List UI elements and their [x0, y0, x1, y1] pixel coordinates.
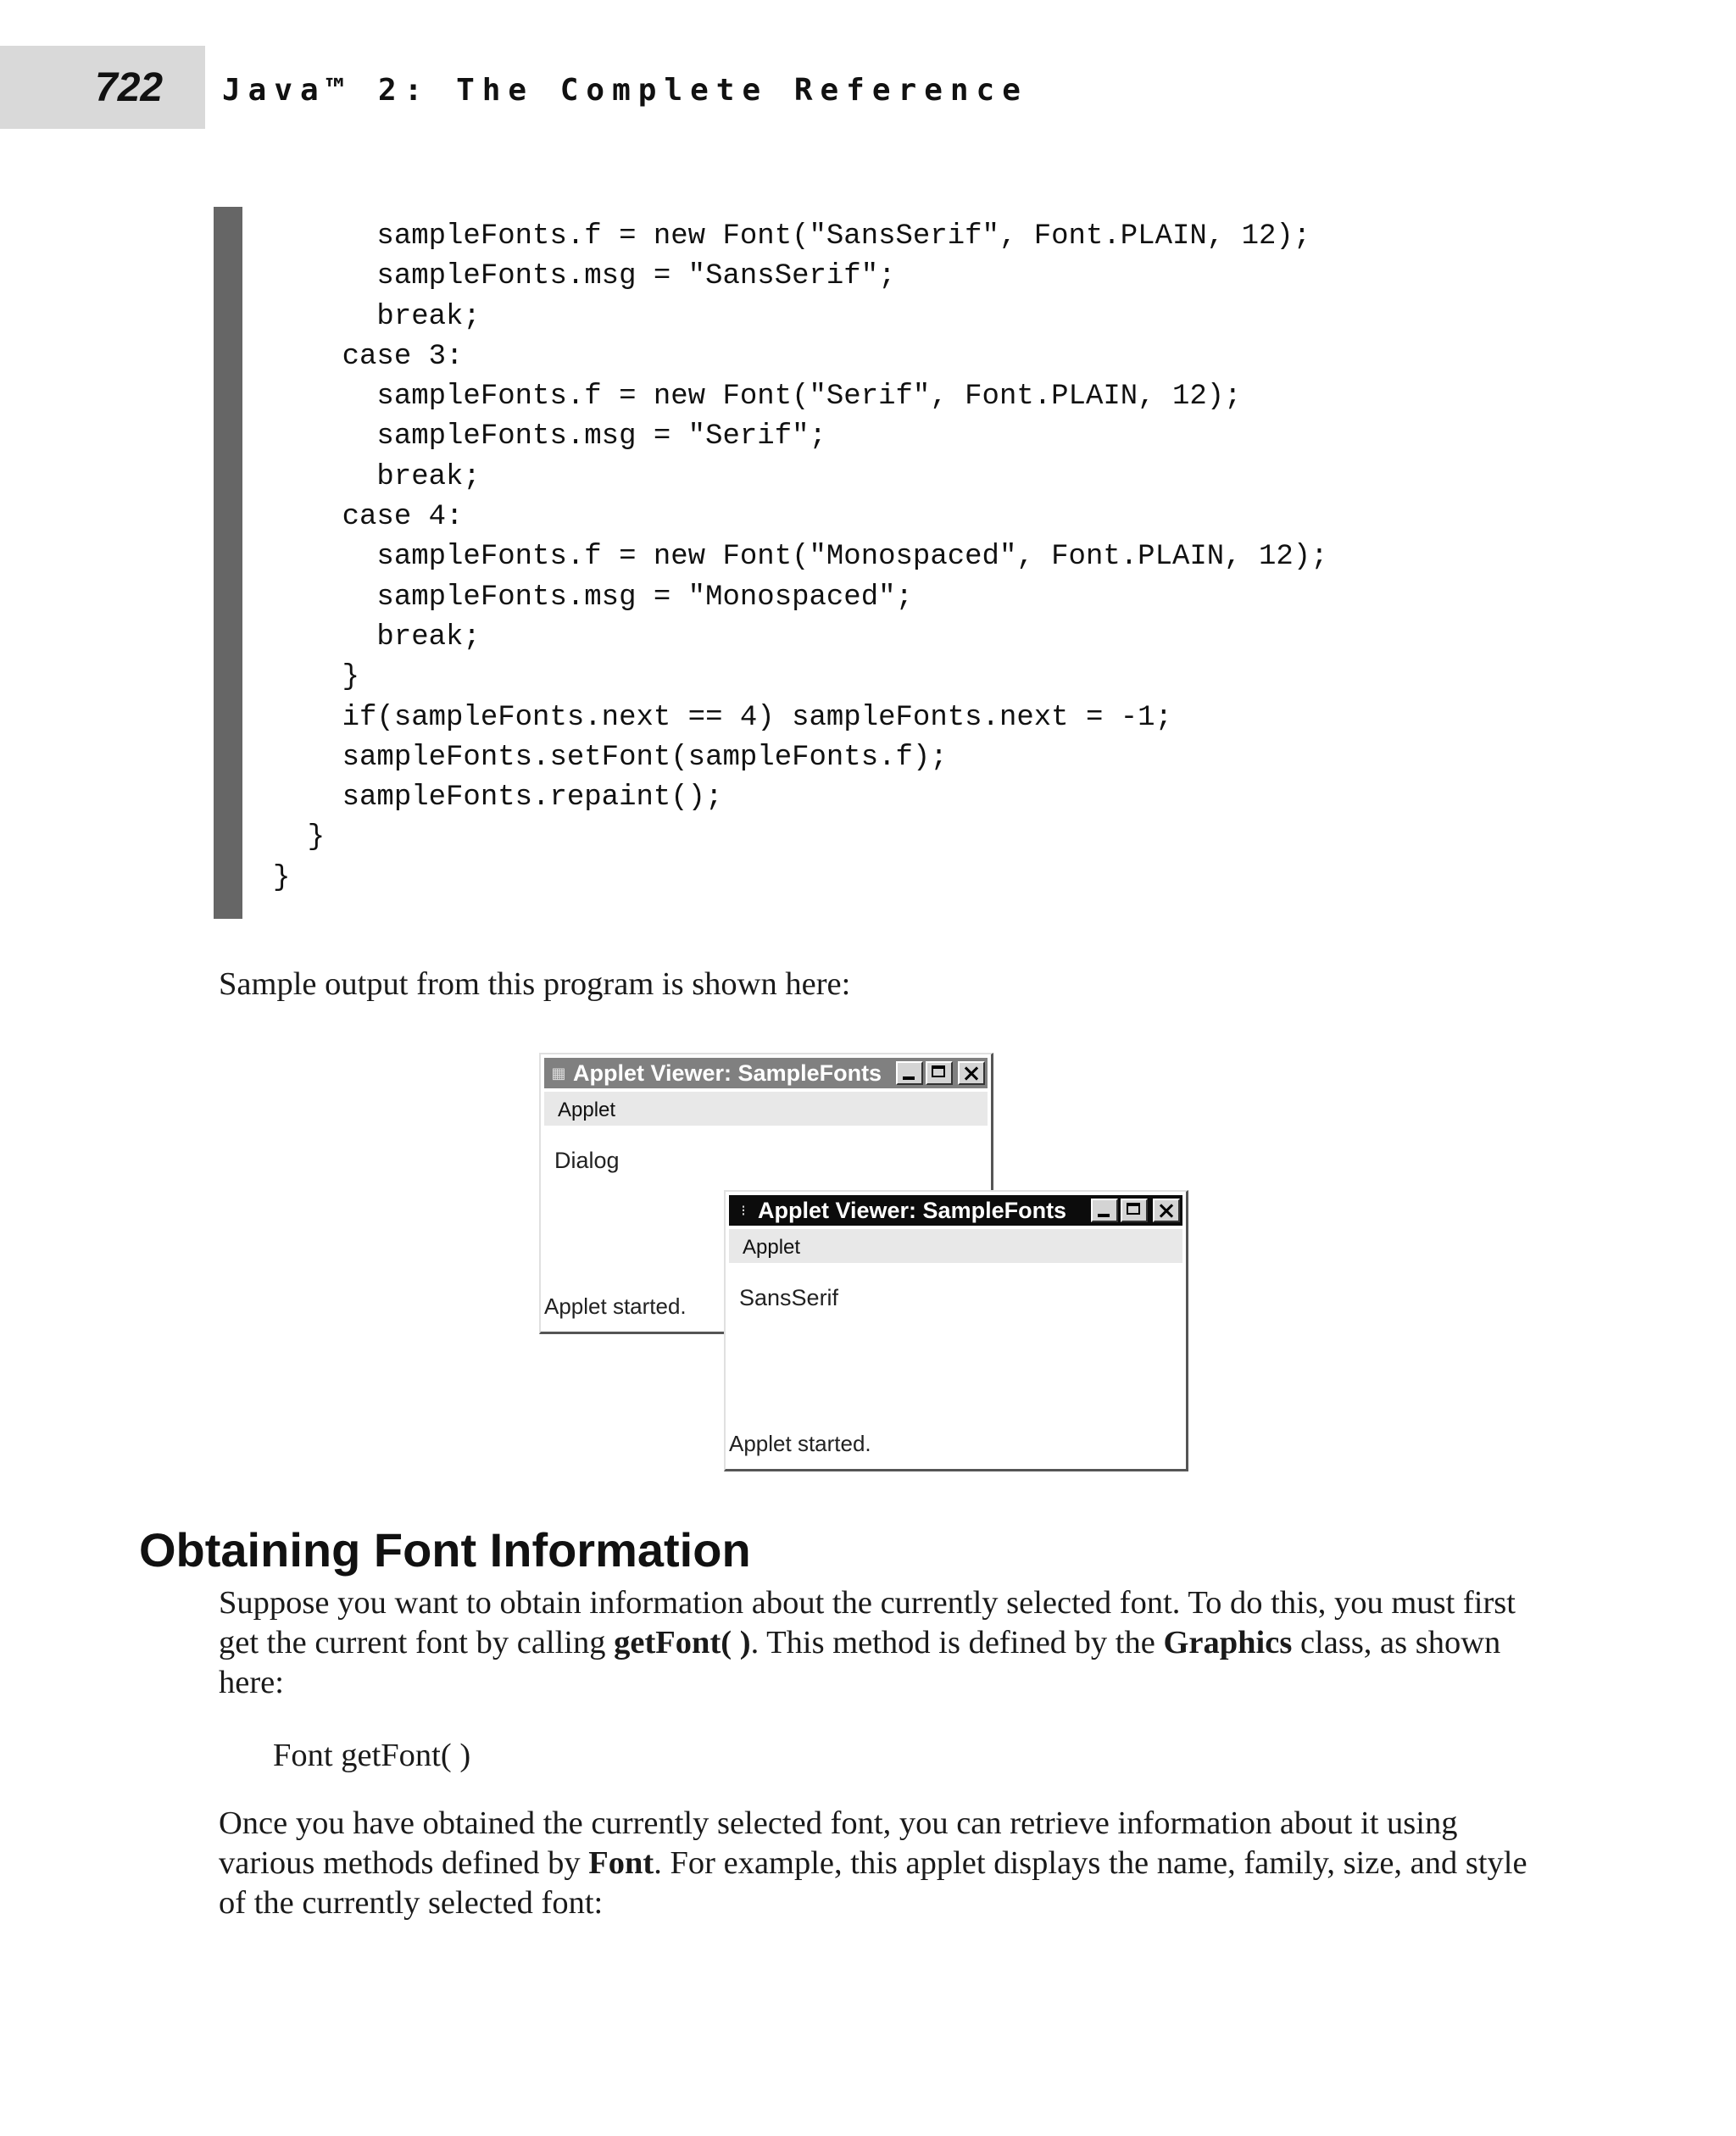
menu-applet[interactable]: Applet: [558, 1099, 616, 1121]
code-line: break;: [273, 300, 481, 333]
code-line: break;: [273, 620, 481, 654]
code-line: sampleFonts.msg = "Monospaced";: [273, 581, 913, 614]
code-listing: [273, 217, 1328, 898]
window-title: Applet Viewer: SampleFonts: [573, 1060, 882, 1086]
code-bar: [214, 207, 242, 919]
code-line: sampleFonts.f = new Font("Serif", Font.PLAIN, 12);: [273, 381, 1242, 414]
text-run: Once you have obtained the currently selected font, you can retrieve information about it using various methods defined by: [219, 1805, 1458, 1881]
status-text: Applet started.: [729, 1431, 871, 1456]
app-icon: ⁝: [741, 1201, 746, 1219]
titlebar: [544, 1058, 988, 1088]
applet-message: SansSerif: [739, 1285, 839, 1310]
minimize-icon[interactable]: [896, 1061, 923, 1085]
menu-applet[interactable]: Applet: [743, 1236, 801, 1259]
code-line: break;: [273, 460, 481, 493]
running-head: Java™ 2: The Complete Reference: [222, 73, 1028, 108]
code-line: case 4:: [273, 501, 464, 534]
code-line: sampleFonts.msg = "SansSerif";: [273, 260, 896, 293]
applet-window-sansserif: [724, 1190, 1188, 1471]
text-run: . For example, this applet displays the name, family, size, and style of the currently selected font:: [219, 1845, 1527, 1921]
text-run: Suppose you want to obtain information about the currently selected font. To do this, you must first get the current font by calling: [219, 1585, 1516, 1660]
titlebar: [729, 1195, 1182, 1226]
maximize-icon[interactable]: [926, 1061, 953, 1085]
window-title: Applet Viewer: SampleFonts: [758, 1197, 1067, 1223]
code-line: }: [273, 661, 360, 694]
code-line: if(sampleFonts.next == 4) sampleFonts.next = -1;: [273, 701, 1172, 734]
code-term-getfont: getFont( ): [614, 1625, 751, 1660]
code-line: sampleFonts.msg = "Serif";: [273, 420, 826, 453]
section-heading: Obtaining Font Information: [139, 1523, 751, 1577]
code-line: sampleFonts.f = new Font("Monospaced", Font.PLAIN, 12);: [273, 541, 1328, 574]
paragraph-get-font: [219, 1583, 1541, 1703]
paragraph-font-methods: [219, 1804, 1541, 1923]
text-run: . This method is defined by the: [750, 1625, 1164, 1660]
code-line: }: [273, 861, 291, 894]
code-line: sampleFonts.setFont(sampleFonts.f);: [273, 741, 948, 774]
code-line: sampleFonts.f = new Font("SansSerif", Font.PLAIN, 12);: [273, 220, 1311, 253]
text-run: class, as shown here:: [219, 1625, 1501, 1700]
menubar: [544, 1092, 988, 1126]
code-term-graphics: Graphics: [1163, 1625, 1293, 1660]
status-text: Applet started.: [544, 1293, 687, 1319]
menubar: [729, 1229, 1182, 1263]
code-line: case 3:: [273, 340, 464, 373]
syntax-line: Font getFont( ): [273, 1738, 471, 1773]
close-icon[interactable]: [958, 1061, 985, 1085]
code-line: }: [273, 821, 326, 854]
code-term-font: Font: [588, 1845, 654, 1881]
app-icon: ▦: [551, 1064, 566, 1082]
intro-paragraph: Sample output from this program is shown here:: [219, 966, 851, 1002]
close-icon[interactable]: [1153, 1199, 1180, 1222]
applet-message: Dialog: [554, 1148, 620, 1173]
page-number: 722: [95, 65, 164, 110]
minimize-icon[interactable]: [1091, 1199, 1118, 1222]
maximize-icon[interactable]: [1121, 1199, 1148, 1222]
code-line: sampleFonts.repaint();: [273, 782, 723, 815]
